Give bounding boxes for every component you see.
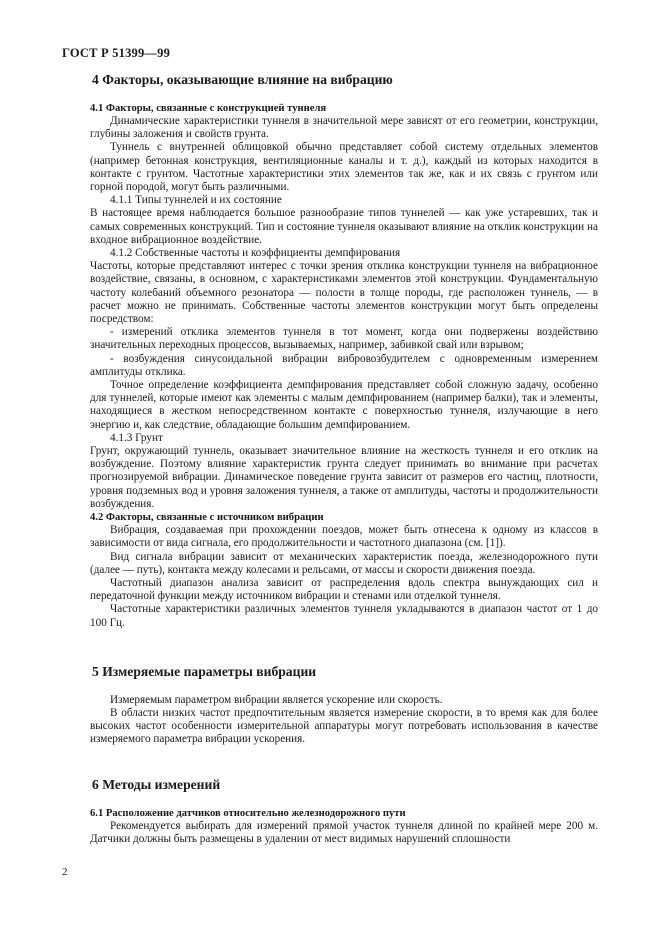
list-item: - возбуждения синусоидальной вибрации вибровозбудителем с одновременным измерением амплитуды отклика. xyxy=(90,352,598,378)
section-4-1-1-title: 4.1.1 Типы туннелей и их состояние xyxy=(110,194,282,207)
paragraph: Динамические характеристики туннеля в значительной мере зависят от его геометрии, конструкции, глубины заложения и свойств грунта. xyxy=(90,115,598,141)
paragraph: Туннель с внутренней облицовкой обычно представляет собой систему отдельных элементов (например бетонная конструкция, вентиляционные каналы и т. д.), каждый из которых находится в контакте с грунтом. Частотные характеристики этих элементов так же, как и их связь с грунтом или горной породой, могут быть различными. xyxy=(90,141,598,194)
document-header: ГОСТ Р 51399—99 xyxy=(62,46,171,60)
paragraph: Частоты, которые представляют интерес с точки зрения отклика конструкции туннеля на вибрационное воздействие, связаны, в основном, с характеристиками элементов этой конструкции. Фундаментальную частоту колебаний объемного резонатора — полости в толще породы, где расположен туннель, — в расчет можно не принимать. Собственные частоты элементов конструкции могут быть определены посредством: xyxy=(90,260,598,326)
section-4-2-title: 4.2 Факторы, связанные с источником вибрации xyxy=(90,512,324,524)
list-item: - измерений отклика элементов туннеля в тот момент, когда они подвержены воздействию значительных переходных процессов, вызываемых, например, забивкой свай или взрывом; xyxy=(90,326,598,352)
paragraph: Частотный диапазон анализа зависит от распределения вдоль спектра вынуждающих сил и передаточной функции между источником вибрации и стенами или отделкой туннеля. xyxy=(90,576,598,603)
section-4-1-title: 4.1 Факторы, связанные с конструкцией туннеля xyxy=(90,103,327,114)
paragraph: Частотные характеристики различных элементов туннеля укладываются в диапазон частот от 1 до 100 Гц. xyxy=(90,603,598,629)
paragraph: Точное определение коэффициента демпфирования представляет собой сложную задачу, особенно для туннелей, которые имеют как элементы с малым демпфированием (например балки), так и элементы, находящиеся в жестком непосредственном контакте с поверхностью туннеля, излучающие в него энергию и, как следствие, обладающие большим демпфированием. xyxy=(90,379,598,431)
section-4-1-3-title: 4.1.3 Грунт xyxy=(110,431,163,444)
page-number: 2 xyxy=(62,866,68,878)
section-6-1-title: 6.1 Расположение датчиков относительно железнодорожного пути xyxy=(90,807,406,819)
document-body xyxy=(90,72,598,846)
paragraph: Вид сигнала вибрации зависит от механических характеристик поезда, железнодорожного пути (далее — путь), контакта между колесами и рельсами, от массы и скорости движения поезда. xyxy=(90,550,598,576)
paragraph: Вибрация, создаваемая при прохождении поездов, может быть отнесена к одному из классов в зависимости от вида сигнала, его продолжительности и частотного диапазона (см. [1]). xyxy=(90,524,598,550)
section-5-title: 5 Измеряемые параметры вибрации xyxy=(92,663,317,679)
section-6-title: 6 Методы измерений xyxy=(92,776,221,792)
paragraph: Грунт, окружающий туннель, оказывает значительное влияние на жесткость туннеля и его отклик на возбуждение. Поэтому влияние характеристик грунта следует принимать во внимание при расчетах прогнозируемой вибрации. Динамическое поведение грунта зависит от размеров его частиц, плотности, уровня подземных вод и уровня заложения туннеля, а также от амплитуды, частоты и продолжительности возбуждения. xyxy=(90,445,598,510)
paragraph: В настоящее время наблюдается большое разнообразие типов туннелей — как уже устаревших, так и самых современных конструкций. Тип и состояние туннеля оказывают влияние на отклик конструкции на входное вибрационное воздействие. xyxy=(90,207,598,246)
section-4-1-2-title: 4.1.2 Собственные частоты и коэффициенты демпфирования xyxy=(110,247,401,260)
paragraph: Рекомендуется выбирать для измерений прямой участок туннеля длиной по крайней мере 200 м. Датчики должны быть размещены в удалении от мест видимых нарушений сплошности xyxy=(90,819,598,845)
paragraph: В области низких частот предпочтительным является измерение скорости, в то время как для более высоких частот особенности измерительной аппаратуры могут потребовать использования в качестве измеряемого параметра вибрации ускорения. xyxy=(90,706,598,746)
section-4-title: 4 Факторы, оказывающие влияние на вибрацию xyxy=(92,72,393,87)
paragraph: Измеряемым параметром вибрации является ускорение или скорость. xyxy=(110,693,443,706)
